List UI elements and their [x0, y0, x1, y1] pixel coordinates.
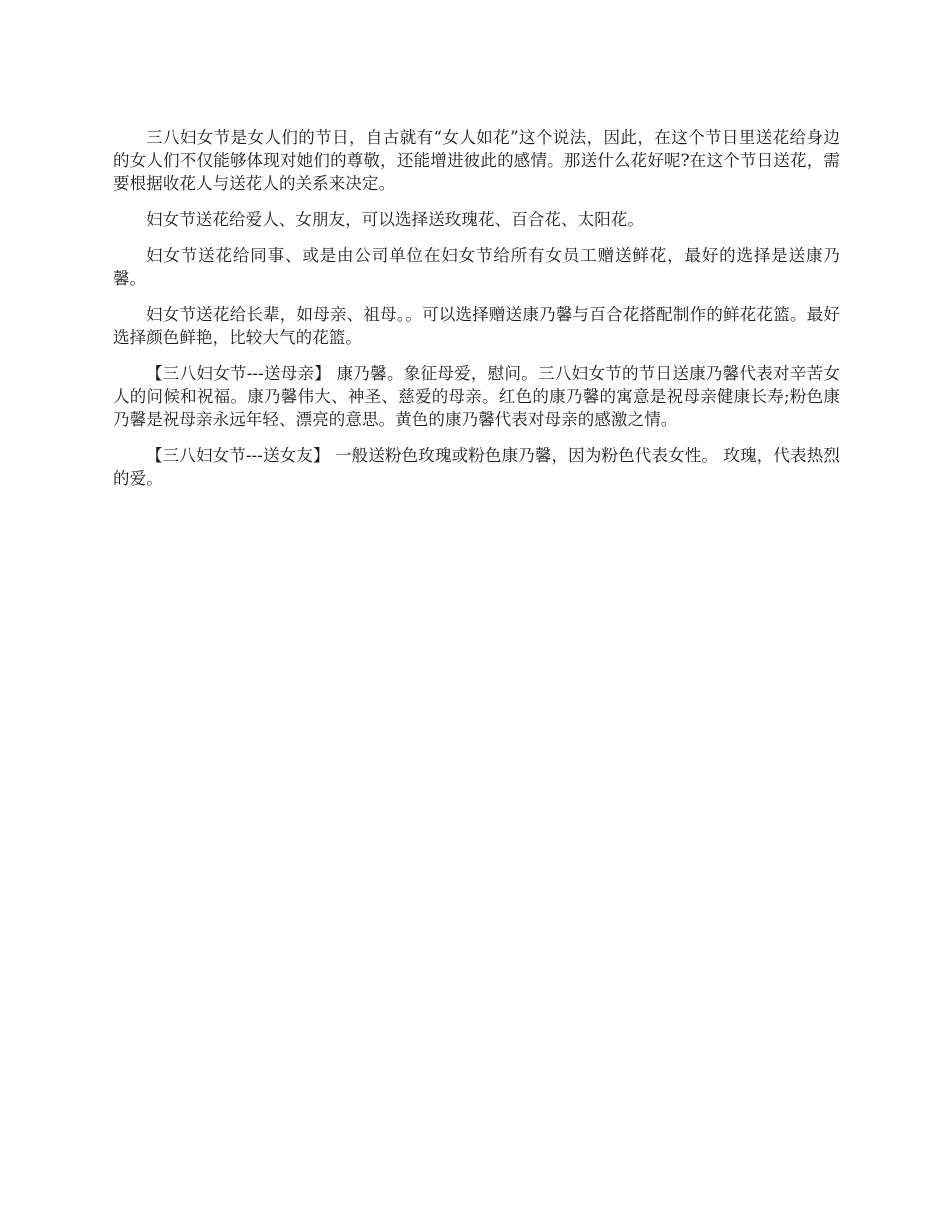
paragraph-girlfriend: 【三八妇女节---送女友】 一般送粉色玫瑰或粉色康乃馨，因为粉色代表女性。 玫瑰，代表热烈的爱。 [113, 446, 840, 488]
paragraph-lover: 妇女节送花给爱人、女朋友，可以选择送玫瑰花、百合花、太阳花。 [146, 210, 644, 229]
paragraph-colleague: 妇女节送花给同事、或是由公司单位在妇女节给所有女员工赠送鲜花，最好的选择是送康乃馨。 [113, 246, 840, 288]
document-page [113, 126, 840, 503]
paragraph-mother: 【三八妇女节---送母亲】 康乃馨。象征母爱，慰问。三八妇女节的节日送康乃馨代表对辛苦女人的问候和祝福。康乃馨伟大、神圣、慈爱的母亲。红色的康乃馨的寓意是祝母亲健康长寿;粉色康乃馨是祝母亲永远年轻、漂亮的意思。黄色的康乃馨代表对母亲的感激之情。 [113, 364, 840, 429]
paragraph-elder: 妇女节送花给长辈，如母亲、祖母。。可以选择赠送康乃馨与百合花搭配制作的鲜花花篮。最好选择颜色鲜艳，比较大气的花篮。 [113, 305, 840, 347]
paragraph-intro: 三八妇女节是女人们的节日，自古就有“女人如花”这个说法，因此，在这个节日里送花给身边的女人们不仅能够体现对她们的尊敬，还能增进彼此的感情。那送什么花好呢?在这个节日送花，需要根据收花人与送花人的关系来决定。 [113, 128, 840, 193]
